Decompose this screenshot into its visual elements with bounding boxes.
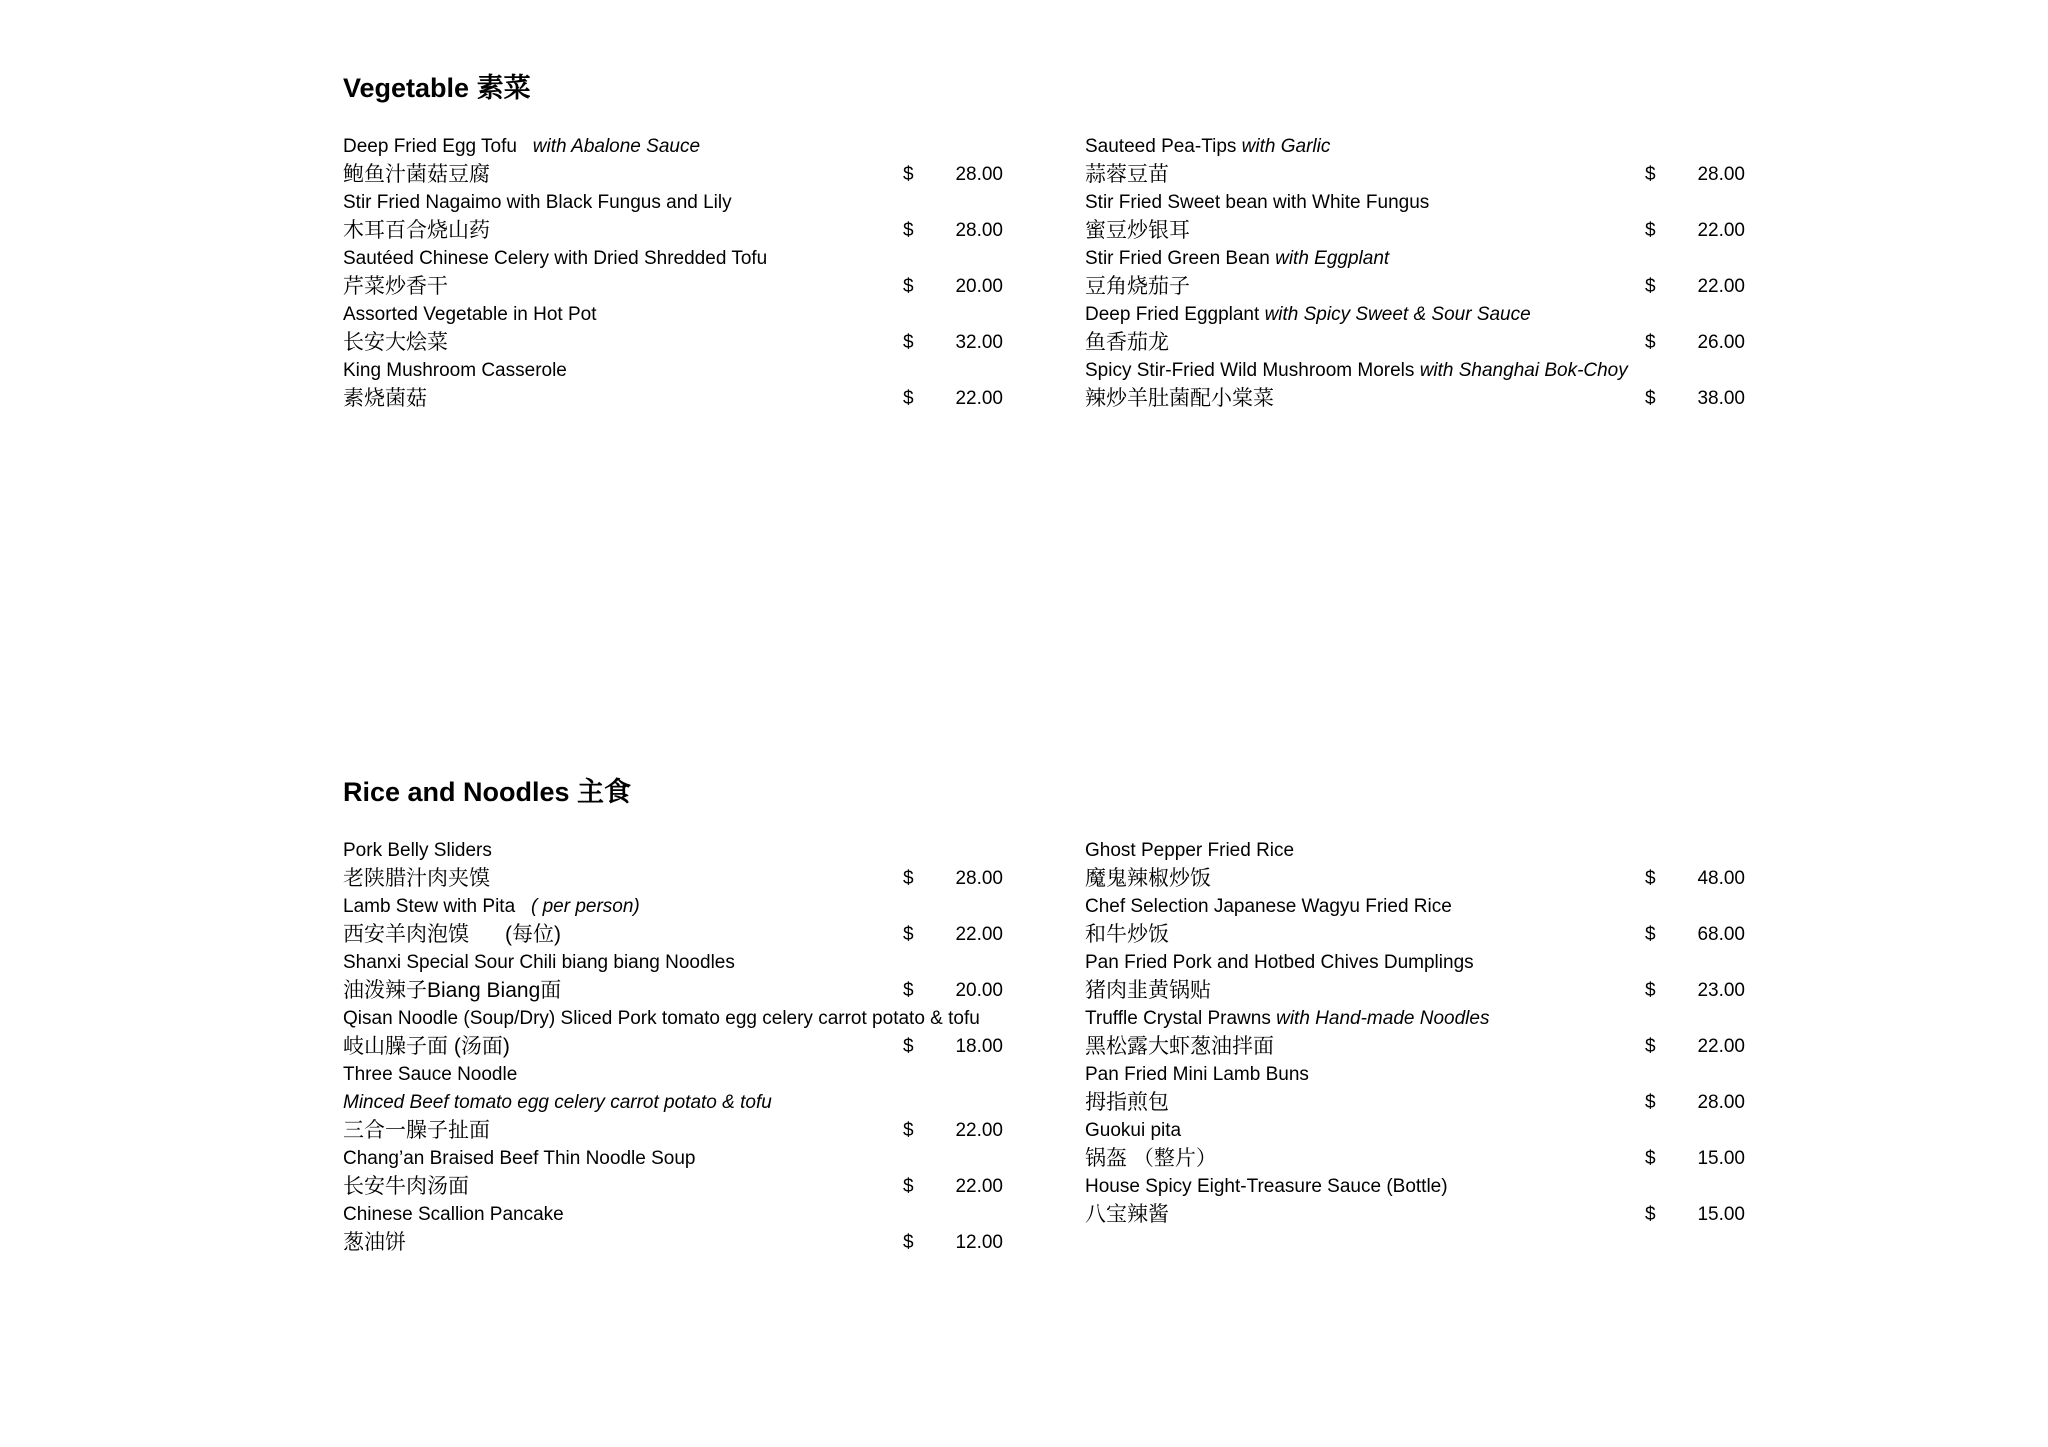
item-english-name: Ghost Pepper Fried Rice [1085, 840, 1295, 861]
currency-symbol: $ [903, 1036, 914, 1057]
item-english-name: Deep Fried Egg Tofu with Abalone Sauce [343, 136, 701, 157]
currency-symbol: $ [903, 276, 914, 297]
item-chinese-name: 芹菜炒香干 $ 20.00 [343, 273, 1003, 301]
currency-symbol: $ [1645, 1092, 1656, 1113]
currency-symbol: $ [903, 164, 914, 185]
menu-item [1085, 133, 1745, 189]
section-title-rice-noodles: Rice and Noodles 主食 [343, 777, 632, 807]
menu-item [343, 1201, 1003, 1257]
item-english-name: Truffle Crystal Prawns with Hand-made Noodles [1085, 1008, 1490, 1029]
item-chinese-name: 魔鬼辣椒炒饭 $ 48.00 [1085, 865, 1745, 893]
item-price: 23.00 [1697, 980, 1745, 1001]
item-chinese-name: 拇指煎包 $ 28.00 [1085, 1089, 1745, 1117]
menu-item [343, 133, 1003, 189]
item-chinese-name: 岐山臊子面 (汤面) $ 18.00 [343, 1033, 1003, 1061]
menu-item [343, 357, 1003, 413]
vegetable-column-right [1085, 133, 1745, 413]
item-english-name: Deep Fried Eggplant with Spicy Sweet & Sour Sauce [1085, 304, 1531, 325]
item-chinese-name: 西安羊肉泡馍 (每位) $ 22.00 [343, 921, 1003, 949]
currency-symbol: $ [1645, 1148, 1656, 1169]
item-price: 68.00 [1697, 924, 1745, 945]
item-chinese-name: 猪肉韭黄锅贴 $ 23.00 [1085, 977, 1745, 1005]
item-price: 32.00 [955, 332, 1003, 353]
item-chinese-name: 油泼辣子Biang Biang面 $ 20.00 [343, 977, 1003, 1005]
item-price: 15.00 [1697, 1204, 1745, 1225]
rice-noodles-column-right [1085, 837, 1745, 1229]
menu-item [343, 1145, 1003, 1201]
item-chinese-name: 木耳百合烧山药 $ 28.00 [343, 217, 1003, 245]
section-title-vegetable: Vegetable 素菜 [343, 73, 531, 103]
item-price: 22.00 [955, 1176, 1003, 1197]
menu-item [343, 949, 1003, 1005]
item-chinese-name: 葱油饼 $ 12.00 [343, 1229, 1003, 1257]
item-chinese-name: 长安牛肉汤面 $ 22.00 [343, 1173, 1003, 1201]
item-price: 28.00 [1697, 164, 1745, 185]
currency-symbol: $ [1645, 388, 1656, 409]
item-chinese-name: 蒜蓉豆苗 $ 28.00 [1085, 161, 1745, 189]
item-price: 48.00 [1697, 868, 1745, 889]
currency-symbol: $ [1645, 164, 1656, 185]
item-chinese-name: 黑松露大虾葱油拌面 $ 22.00 [1085, 1033, 1745, 1061]
item-chinese-name: 鲍鱼汁菌菇豆腐 $ 28.00 [343, 161, 1003, 189]
item-english-name: Lamb Stew with Pita ( per person) [343, 896, 640, 917]
menu-item [343, 837, 1003, 893]
item-english-name: Shanxi Special Sour Chili biang biang Noodles [343, 952, 735, 973]
item-price: 12.00 [955, 1232, 1003, 1253]
item-price: 20.00 [955, 980, 1003, 1001]
item-price: 26.00 [1697, 332, 1745, 353]
menu-item [1085, 1117, 1745, 1173]
vegetable-column-left [343, 133, 1003, 413]
item-chinese-name: 豆角烧茄子 $ 22.00 [1085, 273, 1745, 301]
menu-item [1085, 357, 1745, 413]
currency-symbol: $ [1645, 980, 1656, 1001]
item-english-name: Pork Belly Sliders [343, 840, 492, 861]
item-english-name: Three Sauce Noodle [343, 1064, 518, 1085]
menu-item [1085, 301, 1745, 357]
item-english-name: Spicy Stir-Fried Wild Mushroom Morels with Shanghai Bok-Choy [1085, 360, 1628, 381]
item-english-name: Pan Fried Pork and Hotbed Chives Dumplings [1085, 952, 1474, 973]
item-price: 22.00 [955, 1120, 1003, 1141]
item-note: (每位) [505, 923, 561, 946]
currency-symbol: $ [1645, 1204, 1656, 1225]
menu-item [343, 301, 1003, 357]
menu-item [1085, 1061, 1745, 1117]
currency-symbol: $ [903, 980, 914, 1001]
item-price: 28.00 [955, 164, 1003, 185]
item-description: Minced Beef tomato egg celery carrot potato & tofu [343, 1092, 772, 1113]
item-english-name: Sauteed Pea-Tips with Garlic [1085, 136, 1331, 157]
item-english-name: Stir Fried Green Bean with Eggplant [1085, 248, 1390, 269]
item-english-name: House Spicy Eight-Treasure Sauce (Bottle) [1085, 1176, 1448, 1197]
currency-symbol: $ [903, 924, 914, 945]
currency-symbol: $ [903, 332, 914, 353]
item-price: 18.00 [955, 1036, 1003, 1057]
menu-item [343, 1061, 1003, 1145]
rice-noodles-column-left [343, 837, 1003, 1257]
item-english-name: Sautéed Chinese Celery with Dried Shredded Tofu [343, 248, 768, 269]
item-chinese-name: 八宝辣酱 $ 15.00 [1085, 1201, 1745, 1229]
item-english-name: Chinese Scallion Pancake [343, 1204, 564, 1225]
item-english-name: Assorted Vegetable in Hot Pot [343, 304, 597, 325]
menu-item [343, 245, 1003, 301]
currency-symbol: $ [1645, 924, 1656, 945]
currency-symbol: $ [1645, 220, 1656, 241]
currency-symbol: $ [903, 868, 914, 889]
menu-item [343, 189, 1003, 245]
currency-symbol: $ [903, 388, 914, 409]
item-price: 22.00 [1697, 1036, 1745, 1057]
item-chinese-name: 辣炒羊肚菌配小棠菜 $ 38.00 [1085, 385, 1745, 413]
menu-item [1085, 949, 1745, 1005]
item-price: 15.00 [1697, 1148, 1745, 1169]
item-english-name: Stir Fried Nagaimo with Black Fungus and Lily [343, 192, 732, 213]
item-chinese-name: 长安大烩菜 $ 32.00 [343, 329, 1003, 357]
item-english-name: King Mushroom Casserole [343, 360, 567, 381]
currency-symbol: $ [1645, 276, 1656, 297]
item-chinese-name: 蜜豆炒银耳 $ 22.00 [1085, 217, 1745, 245]
item-price: 22.00 [955, 924, 1003, 945]
item-chinese-name: 鱼香茄龙 $ 26.00 [1085, 329, 1745, 357]
item-english-name: Pan Fried Mini Lamb Buns [1085, 1064, 1309, 1085]
item-english-name: Chef Selection Japanese Wagyu Fried Rice [1085, 896, 1452, 917]
currency-symbol: $ [1645, 1036, 1656, 1057]
item-chinese-name: 锅盔 （整片） $ 15.00 [1085, 1145, 1745, 1173]
item-english-name: Stir Fried Sweet bean with White Fungus [1085, 192, 1430, 213]
menu-item [1085, 189, 1745, 245]
currency-symbol: $ [903, 220, 914, 241]
menu-item [343, 1005, 1003, 1061]
item-price: 22.00 [1697, 276, 1745, 297]
item-price: 28.00 [955, 220, 1003, 241]
menu-item [1085, 1005, 1745, 1061]
currency-symbol: $ [903, 1232, 914, 1253]
item-price: 20.00 [955, 276, 1003, 297]
item-price: 22.00 [955, 388, 1003, 409]
item-english-name: Guokui pita [1085, 1120, 1182, 1141]
item-price: 28.00 [955, 868, 1003, 889]
menu-item [1085, 893, 1745, 949]
item-price: 22.00 [1697, 220, 1745, 241]
menu-item [1085, 245, 1745, 301]
currency-symbol: $ [903, 1176, 914, 1197]
currency-symbol: $ [1645, 332, 1656, 353]
currency-symbol: $ [903, 1120, 914, 1141]
item-chinese-name: 素烧菌菇 $ 22.00 [343, 385, 1003, 413]
item-english-name: Chang’an Braised Beef Thin Noodle Soup [343, 1148, 696, 1169]
item-chinese-name: 三合一臊子扯面 $ 22.00 [343, 1117, 1003, 1145]
item-chinese-name: 和牛炒饭 $ 68.00 [1085, 921, 1745, 949]
menu-item [1085, 837, 1745, 893]
menu-item [1085, 1173, 1745, 1229]
item-price: 28.00 [1697, 1092, 1745, 1113]
currency-symbol: $ [1645, 868, 1656, 889]
menu-item [343, 893, 1003, 949]
item-english-name: Qisan Noodle (Soup/Dry) Sliced Pork tomato egg celery carrot potato & tofu [343, 1008, 980, 1029]
item-price: 38.00 [1697, 388, 1745, 409]
item-chinese-name: 老陕腊汁肉夹馍 $ 28.00 [343, 865, 1003, 893]
